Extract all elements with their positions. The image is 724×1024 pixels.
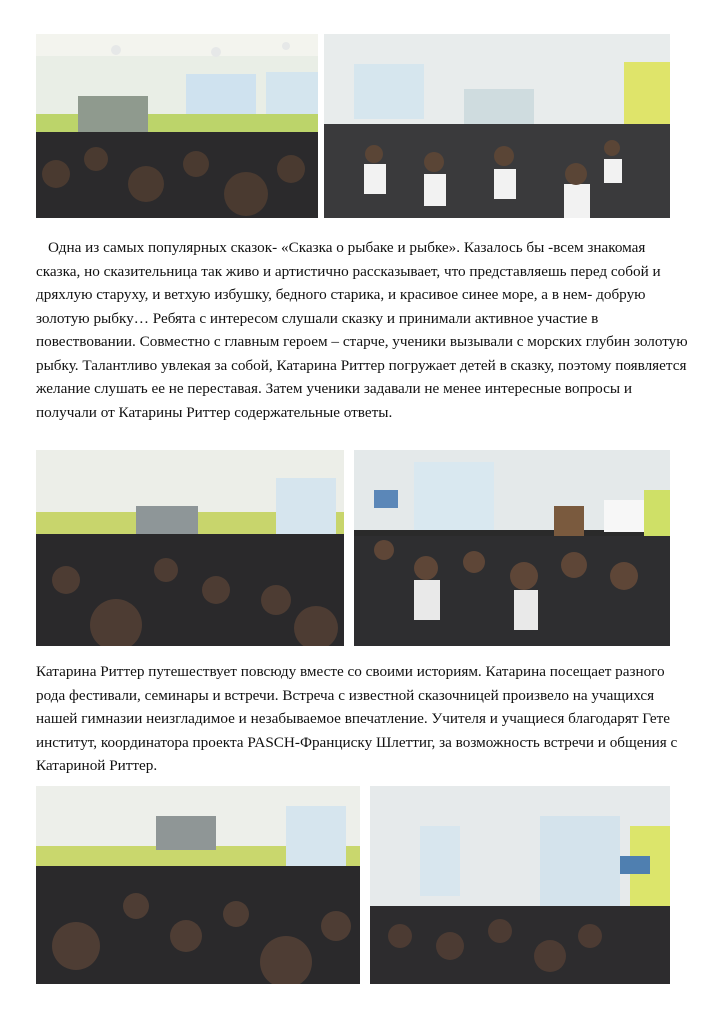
closing-paragraph: Катарина Риттер путешествует повсюду вместе со своими историям. Катарина посещает разного рода фестивали, семинары и встречи. Встреча с известной сказочницей произвело на учащихся нашей гимназии неизгладимое и незабываемое впечатление. Учителя и учащиеся благодарят Гете институт, координатора проекта PASCH-Франциску Шлеттиг, за возможность встречи и общения с Катариной Риттер. — [36, 663, 678, 774]
photo-storyteller-on-stage — [36, 450, 344, 646]
photo-hall-side-view — [370, 786, 670, 984]
photo-audience-hall-back-view — [36, 34, 318, 218]
story-paragraph: Одна из самых популярных сказок- «Сказка о рыбаке и рыбке». Казалось бы -всем знакомая сказка, но сказительница так живо и артистично рассказывает, что представляешь перед собой и дряхлую старуху, и ветхую избушку, бедного старика, и красивое синее море, а в нем- добрую золотую рыбку… Ребята с интересом слушали сказку и принимали активное участие в повествовании. Совместно с главным героем – старче, ученики вызывали с морских глубин золотую рыбку. Талантливо увлекая за собой, Катарина Риттер погружает детей в сказку, поэтому появляется желание слушать ее не переставая. Затем ученики задавали не менее интересные вопросы и получали от Катарины Риттер содержательные ответы. — [36, 239, 688, 421]
photo-audience-wide-view — [36, 786, 360, 984]
photo-students-close-up — [354, 450, 670, 646]
photo-students-seated-front-view — [324, 34, 670, 218]
